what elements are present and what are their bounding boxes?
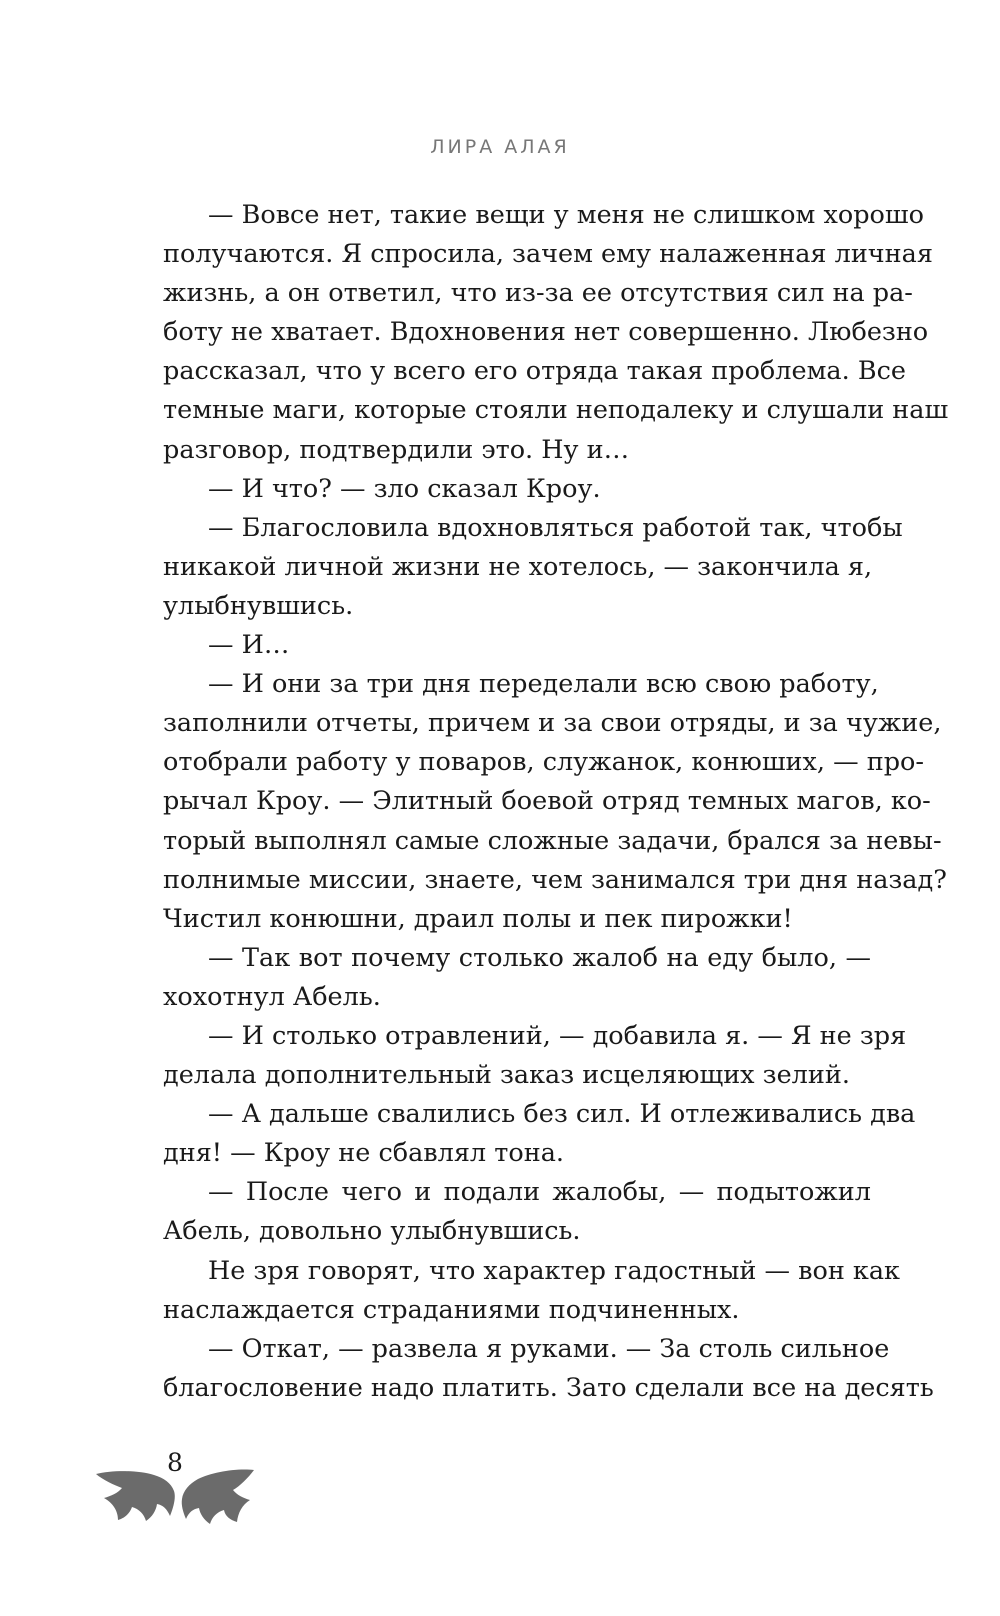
text-line: заполнили отчеты, причем и за свои отряды, и за чужие, (163, 708, 942, 739)
page-number: 8 (167, 1448, 183, 1477)
text-line: разговор, подтвердили это. Ну и… (163, 434, 630, 465)
text-line: получаются. Я спросила, зачем ему налаженная личная (163, 239, 933, 270)
text-line: — Откат, — развела я руками. — За столь сильное (208, 1333, 890, 1364)
text-line: делала дополнительный заказ исцеляющих зелий. (163, 1060, 850, 1091)
running-title: ЛИРА АЛАЯ (430, 136, 570, 158)
text-line: Абель, довольно улыбнувшись. (163, 1216, 581, 1247)
text-line: — И они за три дня переделали всю свою работу, (208, 669, 879, 700)
text-line: отобрали работу у поваров, служанок, конюших, — про- (163, 747, 925, 778)
text-line: торый выполнял самые сложные задачи, брался за невы- (163, 825, 942, 856)
text-line: — Так вот почему столько жалоб на еду было, — (208, 942, 871, 973)
body-text (163, 196, 949, 1408)
text-line: хохотнул Абель. (163, 981, 381, 1012)
text-line: Чистил конюшни, драил полы и пек пирожки! (163, 903, 793, 934)
text-line: — И… (208, 630, 290, 661)
text-line: рассказал, что у всего его отряда такая проблема. Все (163, 356, 906, 387)
text-line: — Вовсе нет, такие вещи у меня не слишком хорошо (208, 200, 924, 230)
text-line: — И столько отравлений, — добавила я. — Я не зря (208, 1020, 907, 1051)
text-line: рычал Кроу. — Элитный боевой отряд темных магов, ко- (163, 786, 931, 817)
text-line: наслаждается страданиями подчиненных. (163, 1294, 740, 1325)
text-line: никакой личной жизни не хотелось, — закончила я, (163, 551, 873, 582)
text-line: — Благословила вдохновляться работой так, чтобы (208, 512, 903, 543)
text-line: темные маги, которые стояли неподалеку и слушали наш (163, 395, 949, 426)
text-line: — И что? — зло сказал Кроу. (208, 473, 601, 504)
text-line: благословение надо платить. Зато сделали все на десять (163, 1372, 934, 1403)
text-line: — После чего и подали жалобы, — подытожил (208, 1177, 871, 1208)
text-line: — А дальше свалились без сил. И отлеживались два (208, 1099, 916, 1130)
text-line: жизнь, а он ответил, что из-за ее отсутствия сил на ра- (163, 278, 913, 309)
text-line: полнимые миссии, знаете, чем занимался три дня назад? (163, 864, 947, 895)
page-folio (90, 1448, 260, 1528)
text-line: Не зря говорят, что характер гадостный — вон как (208, 1255, 900, 1286)
text-line: улыбнувшись. (163, 590, 354, 621)
text-line: боту не хватает. Вдохновения нет совершенно. Любезно (163, 317, 929, 348)
text-line: дня! — Кроу не сбавлял тона. (163, 1138, 565, 1169)
